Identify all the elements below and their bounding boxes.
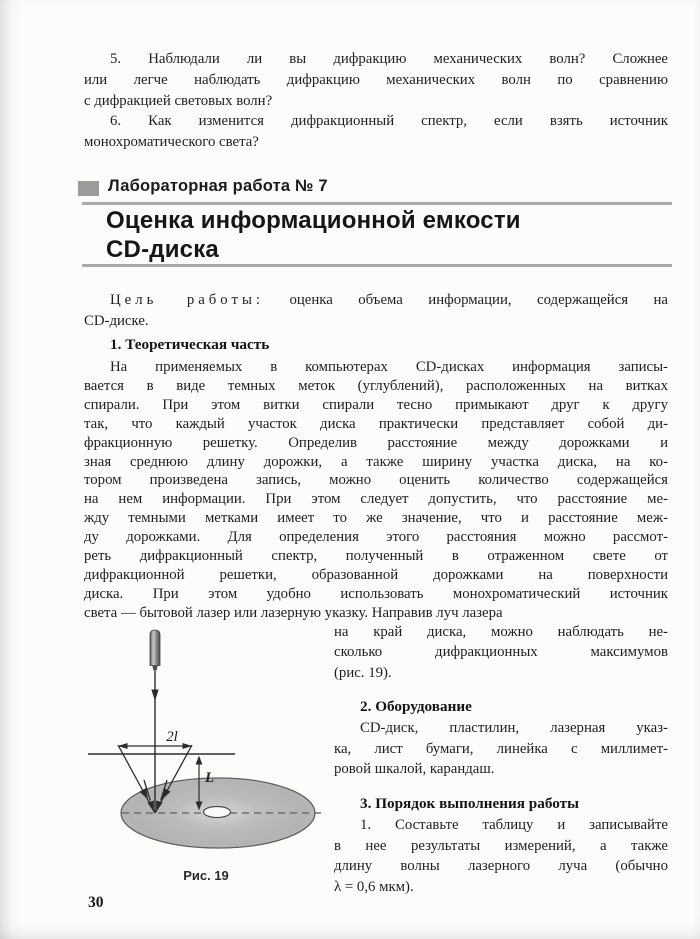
text-line: На применяемых в компьютерах CD-дисках информация записы-: [110, 359, 668, 375]
label-2l: 2l: [166, 729, 178, 745]
aim-label: Цель работы:: [110, 292, 265, 308]
diffraction-diagram: [84, 622, 334, 892]
laser-beam-arrowhead: [151, 690, 158, 702]
text-line: или легче наблюдать дифракцию механических волн по сравнению: [84, 71, 668, 88]
text-line: монохроматического света?: [84, 134, 259, 151]
questions-block: [84, 49, 668, 153]
text-line: в нее результаты измерений, а также: [334, 837, 668, 854]
text-line: λ = 0,6 мкм).: [334, 878, 414, 895]
text-line: на край диска, можно наблюдать не-: [334, 624, 668, 640]
figure-caption: Рис. 19: [183, 868, 229, 883]
text-line: на нем информации. При этом следует допустить, что расстояние ме-: [84, 491, 668, 508]
page-title-line-2: CD-диска: [106, 236, 219, 263]
disk-center-hole: [204, 807, 231, 818]
text-line: тором произведена запись, можно оценить количество содержащейся: [84, 472, 668, 489]
text-line: ка, лист бумаги, линейка с миллимет-: [334, 740, 668, 757]
theory-paragraph: [84, 358, 668, 623]
labwork-kicker: Лабораторная работа № 7: [108, 177, 328, 195]
text-line: ду дорожками. Для определения этого расстояния можно рассмот-: [84, 529, 668, 546]
equipment-paragraph: [334, 718, 668, 779]
text-line: 1. Составьте таблицу и записывайте: [360, 817, 668, 834]
text-line: света — бытовой лазер или лазерную указку. Направив луч лазера: [84, 604, 503, 621]
aim-text: оценка объема информации, содержащейся на: [289, 292, 668, 308]
text-line: длину волны лазерного луча (обычно: [334, 858, 668, 875]
procedure-paragraph: [334, 815, 668, 897]
figure-19: [84, 622, 334, 892]
figure-and-text-row: [84, 622, 668, 894]
heading-procedure: 3. Порядок выполнения работы: [360, 795, 579, 813]
text-line: ровой шкалой, карандаш.: [334, 761, 495, 778]
question-6-paragraph: [84, 111, 668, 153]
aim-paragraph: [84, 290, 668, 332]
text-line: вается в виде темных меток (углублений), расположенных на витках: [84, 377, 668, 394]
arrow-L-top-head: [196, 756, 203, 765]
laser-pointer-tip: [152, 666, 157, 671]
text-line: зная среднюю длину дорожки, а также ширину участка диска, на ко-: [84, 453, 668, 470]
text-line: жду темными метками имеет то же значение, что и расстояние меж-: [84, 510, 668, 527]
heading-equipment: 2. Оборудование: [360, 698, 472, 716]
text-line: (рис. 19).: [334, 664, 392, 681]
text-line: спирали. При этом витки спирали тесно примыкают друг к другу: [84, 396, 668, 413]
heading-theory: 1. Теоретическая часть: [110, 336, 270, 353]
label-L: L: [205, 770, 215, 786]
labwork-header: [78, 176, 672, 270]
text-line: фракционную решетку. Определив расстояние между дорожками и: [84, 434, 668, 451]
right-column: [334, 622, 668, 897]
theory-continuation-paragraph: [334, 622, 668, 683]
section-marker-square: [78, 181, 99, 196]
laser-pointer-icon: [150, 630, 160, 666]
text-line: 6. Как изменится дифракционный спектр, если взять источник: [110, 113, 668, 130]
divider-rule-bottom: [82, 264, 672, 267]
text-line: дифракционной решетки, образованной дорожками на поверхности: [84, 566, 668, 583]
text-line: CD-диск, пластилин, лазерная указ-: [360, 720, 668, 737]
page-title-line-1: Оценка информационной емкости: [106, 207, 521, 234]
text-line: так, что каждый участок диска практически представляет собой ди-: [84, 415, 668, 432]
question-5-paragraph: [84, 49, 668, 111]
text-line: с дифракцией световых волн?: [84, 92, 273, 109]
text-line: 5. Наблюдали ли вы дифракцию механических волн? Сложнее: [110, 51, 668, 67]
text-line: реть дифракционный спектр, полученный в отраженном свете от: [84, 548, 668, 565]
text-line: диска. При этом удобно использовать монохроматический источник: [84, 585, 668, 602]
aim-line-1: [84, 290, 668, 311]
page-title: [106, 206, 521, 264]
aim-line-2: CD-диске.: [84, 312, 149, 329]
text-line: сколько дифракционных максимумов: [334, 644, 668, 661]
page-number: 30: [88, 894, 104, 911]
divider-rule-top: [82, 202, 672, 205]
